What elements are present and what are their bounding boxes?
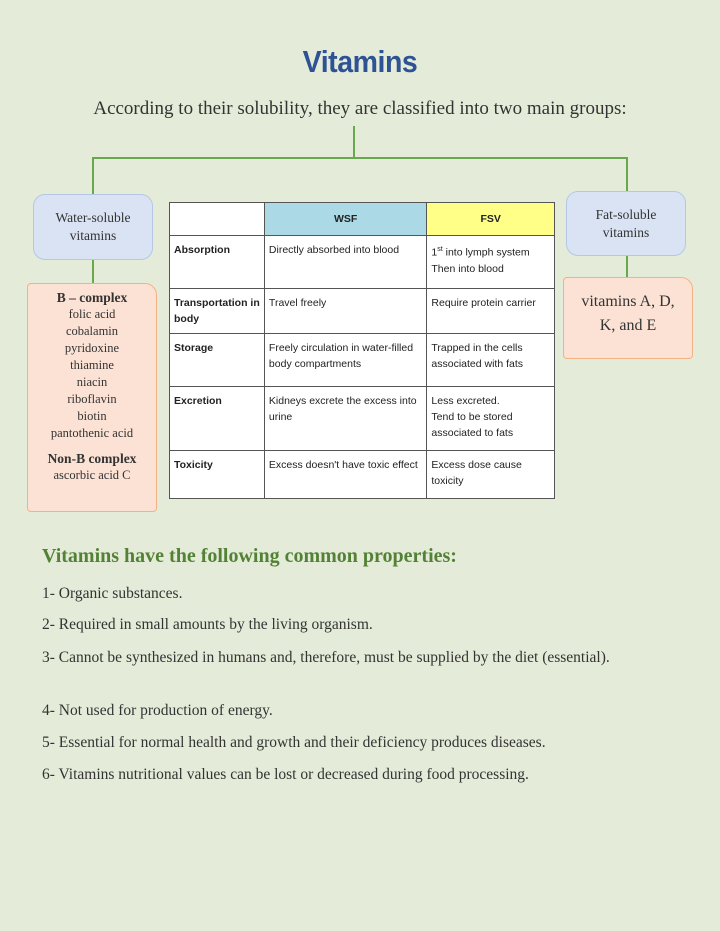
connector-left-lower: [92, 260, 94, 284]
table-row: [170, 387, 555, 451]
fsv-text: Less excreted.: [431, 395, 500, 407]
wsf-cell: Directly absorbed into blood: [264, 236, 426, 289]
wsf-cell: Travel freely: [264, 289, 426, 334]
fsv-cell: [427, 236, 555, 289]
list-item: folic acid: [68, 307, 116, 321]
wsf-cell: Excess doesn't have toxic effect: [264, 451, 426, 499]
table-header-fsv: FSV: [427, 203, 555, 236]
fsv-text-lead: 1: [431, 246, 438, 259]
connector-trunk: [353, 126, 355, 158]
table-row: [170, 334, 555, 387]
property-item: 5- Essential for normal health and growth and their deficiency produces diseases.: [42, 734, 546, 751]
list-item: pyridoxine: [64, 341, 120, 355]
page-subtitle: According to their solubility, they are classified into two main groups:: [93, 98, 627, 119]
list-item: cobalamin: [65, 324, 119, 338]
water-soluble-label: Water-soluble vitamins: [55, 210, 131, 243]
connector-right-drop: [626, 157, 628, 192]
properties-heading: Vitamins have the following common properties:: [42, 545, 457, 567]
table-row: [170, 451, 555, 499]
property-item: 3- Cannot be synthesized in humans and, therefore, must be supplied by the diet (essential).: [42, 649, 610, 666]
non-b-complex-heading: Non-B complex: [47, 451, 137, 466]
connector-left-drop: [92, 157, 94, 195]
fat-soluble-box: [566, 191, 686, 256]
b-complex-list: [28, 306, 156, 442]
table-header-wsf: WSF: [264, 203, 426, 236]
list-item: niacin: [76, 375, 108, 389]
page-title: Vitamins: [302, 44, 418, 79]
list-item: pantothenic acid: [50, 426, 134, 440]
row-label: Transportation in body: [170, 289, 265, 334]
table-header-blank: [170, 203, 265, 236]
b-complex-heading: B – complex: [56, 290, 128, 305]
fat-soluble-items: vitamins A, D, K, and E: [581, 293, 675, 334]
row-label: Excretion: [170, 387, 265, 451]
row-label: Storage: [170, 334, 265, 387]
fsv-cell: Excess dose cause toxicity: [427, 451, 555, 499]
property-item: 6- Vitamins nutritional values can be lost or decreased during food processing.: [42, 766, 529, 783]
table-header-row: [170, 203, 555, 236]
property-item: 4- Not used for production of energy.: [42, 702, 273, 719]
fat-soluble-list-box: [563, 277, 693, 359]
fsv-cell: Trapped in the cells associated with fats: [427, 334, 555, 387]
list-item: biotin: [77, 409, 107, 423]
list-item: riboflavin: [67, 392, 117, 406]
wsf-cell: Kidneys excrete the excess into urine: [264, 387, 426, 451]
fsv-text-sup: st: [437, 246, 443, 253]
row-label: Toxicity: [170, 451, 265, 499]
row-label: Absorption: [170, 236, 265, 289]
fsv-text: into lymph system: [442, 246, 530, 259]
water-soluble-list-box: [27, 283, 157, 512]
property-item: 1- Organic substances.: [42, 585, 183, 602]
fsv-text-line2: Then into blood: [431, 262, 504, 275]
table-row: [170, 289, 555, 334]
connector-right-lower: [626, 256, 628, 278]
connector-horizontal: [92, 157, 628, 159]
fsv-cell: Require protein carrier: [427, 289, 555, 334]
property-item: 2- Required in small amounts by the living organism.: [42, 616, 373, 633]
wsf-cell: Freely circulation in water-filled body compartments: [264, 334, 426, 387]
fsv-cell: [427, 387, 555, 451]
non-b-complex-item: ascorbic acid C: [53, 468, 131, 482]
fsv-text-line2: Tend to be stored associated to fats: [431, 411, 514, 439]
list-item: thiamine: [70, 358, 114, 372]
table-row: [170, 236, 555, 289]
fat-soluble-label: Fat-soluble vitamins: [595, 206, 657, 240]
water-soluble-box: [33, 194, 153, 260]
comparison-table: [169, 202, 555, 499]
